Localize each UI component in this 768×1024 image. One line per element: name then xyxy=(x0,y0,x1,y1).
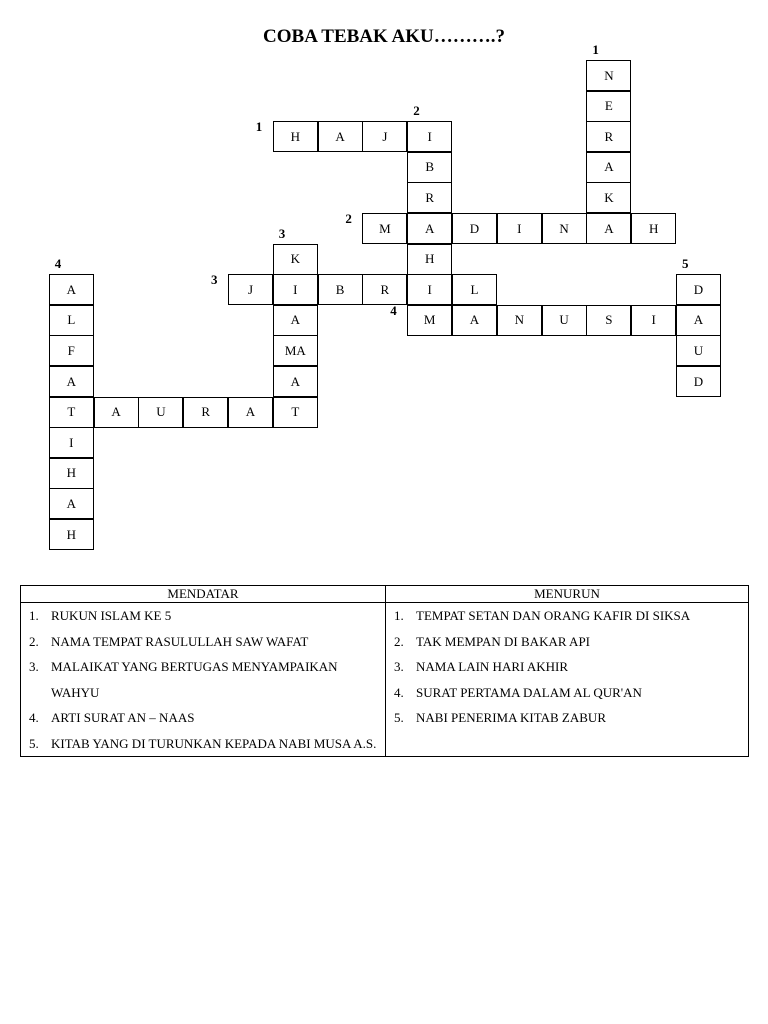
crossword-cell: A xyxy=(676,305,721,336)
crossword-cell: A xyxy=(273,305,318,336)
across-clue-list xyxy=(21,603,385,756)
crossword-cell: D xyxy=(676,366,721,397)
clue-item xyxy=(394,654,748,680)
clue-text: RUKUN ISLAM KE 5 xyxy=(51,608,172,623)
clue-text: MALAIKAT YANG BERTUGAS MENYAMPAIKAN WAHYU xyxy=(51,659,338,700)
crossword-cell: R xyxy=(586,121,631,152)
crossword-cell: N xyxy=(542,213,587,244)
crossword-cell: I xyxy=(49,427,94,458)
crossword-cell: K xyxy=(586,182,631,213)
down-clues-cell xyxy=(386,603,749,757)
clue-text: NAMA TEMPAT RASULULLAH SAW WAFAT xyxy=(51,633,309,649)
clue-number-across-3: 3 xyxy=(211,272,218,288)
clue-number-down-1: 1 xyxy=(592,42,599,57)
crossword-cell: B xyxy=(318,274,363,305)
crossword-cell: D xyxy=(676,274,721,305)
clue-number-across-2: 2 xyxy=(345,211,352,226)
clue-item xyxy=(394,705,748,731)
crossword-cell: U xyxy=(676,335,721,366)
crossword-cell: T xyxy=(49,397,94,428)
clue-text: TEMPAT SETAN DAN ORANG KAFIR DI SIKSA xyxy=(416,608,691,623)
crossword-cell: M xyxy=(407,305,452,336)
crossword-cell: R xyxy=(362,274,407,305)
crossword-cell: K xyxy=(273,244,318,275)
crossword-cell: J xyxy=(228,274,273,305)
across-header: MENDATAR xyxy=(21,586,386,603)
crossword-cell: H xyxy=(407,244,452,275)
clue-item xyxy=(394,629,748,655)
clue-number-across-4: 4 xyxy=(390,302,397,318)
clue-item xyxy=(29,705,385,731)
clue-text: NABI PENERIMA KITAB ZABUR xyxy=(416,710,606,725)
crossword-cell: N xyxy=(586,60,631,91)
clue-item xyxy=(29,629,385,655)
clue-text: SURAT PERTAMA DALAM AL QUR'AN xyxy=(416,684,642,700)
crossword-cell: A xyxy=(49,366,94,397)
clue-number: 4. xyxy=(29,710,39,725)
crossword-cell: A xyxy=(586,152,631,183)
crossword-cell: MA xyxy=(273,335,318,366)
crossword-cell: A xyxy=(452,305,497,336)
crossword-cell: D xyxy=(452,213,497,244)
crossword-cell: B xyxy=(407,152,452,183)
crossword-cell: A xyxy=(49,488,94,519)
crossword-cell: H xyxy=(631,213,676,244)
clue-item xyxy=(394,680,748,706)
clue-item xyxy=(29,603,385,629)
crossword-cell: N xyxy=(497,305,542,336)
clue-number: 5. xyxy=(394,710,404,725)
across-clues-cell xyxy=(21,603,386,757)
crossword-cell: R xyxy=(407,182,452,213)
down-clue-list xyxy=(386,603,748,731)
crossword-cell: A xyxy=(407,213,452,244)
crossword-cell: T xyxy=(273,397,318,428)
clue-number-down-5: 5 xyxy=(682,256,689,272)
clue-item xyxy=(394,603,748,629)
clue-text: ARTI SURAT AN – NAAS xyxy=(51,710,195,725)
crossword-cell: A xyxy=(228,397,273,428)
clue-number: 2. xyxy=(29,633,39,649)
crossword-cell: L xyxy=(452,274,497,305)
crossword-cell: J xyxy=(362,121,407,152)
clue-number-down-2: 2 xyxy=(413,103,420,119)
crossword-cell: U xyxy=(138,397,183,428)
crossword-cell: F xyxy=(49,335,94,366)
clue-number: 1. xyxy=(394,608,404,623)
crossword-cell: M xyxy=(362,213,407,244)
down-header: MENURUN xyxy=(386,586,749,603)
crossword-cell: S xyxy=(586,305,631,336)
clue-number: 5. xyxy=(29,735,39,751)
crossword-cell: A xyxy=(273,366,318,397)
crossword-cell: H xyxy=(273,121,318,152)
clues-table xyxy=(20,585,749,757)
clue-number-across-1: 1 xyxy=(255,119,263,135)
clue-number: 3. xyxy=(29,659,39,674)
clue-text: NAMA LAIN HARI AKHIR xyxy=(416,659,569,674)
clue-number: 3. xyxy=(394,659,404,674)
clue-item xyxy=(29,654,385,705)
crossword-cell: I xyxy=(631,305,676,336)
crossword-cell: H xyxy=(49,458,94,489)
crossword-cell: A xyxy=(586,213,631,244)
clue-number: 4. xyxy=(394,684,404,700)
crossword-cell: R xyxy=(183,397,228,428)
crossword-cell: I xyxy=(407,121,452,152)
clue-text: TAK MEMPAN DI BAKAR API xyxy=(416,633,591,649)
clue-number: 1. xyxy=(29,608,39,623)
crossword-cell: U xyxy=(542,305,587,336)
clue-item xyxy=(29,731,385,757)
crossword-cell: A xyxy=(94,397,139,428)
crossword-cell: E xyxy=(586,91,631,122)
clue-number-down-4: 4 xyxy=(54,256,62,272)
crossword-cell: A xyxy=(318,121,363,152)
crossword-cell: A xyxy=(49,274,94,305)
clue-text: KITAB YANG DI TURUNKAN KEPADA NABI MUSA A.S. xyxy=(51,735,377,751)
crossword-cell: I xyxy=(407,274,452,305)
crossword-cell: I xyxy=(273,274,318,305)
clue-number: 2. xyxy=(394,633,404,649)
crossword-cell: H xyxy=(49,519,94,550)
crossword-cell: I xyxy=(497,213,542,244)
clue-number-down-3: 3 xyxy=(278,225,286,241)
page-title: COBA TEBAK AKU……….? xyxy=(263,26,505,47)
crossword-cell: L xyxy=(49,305,94,336)
